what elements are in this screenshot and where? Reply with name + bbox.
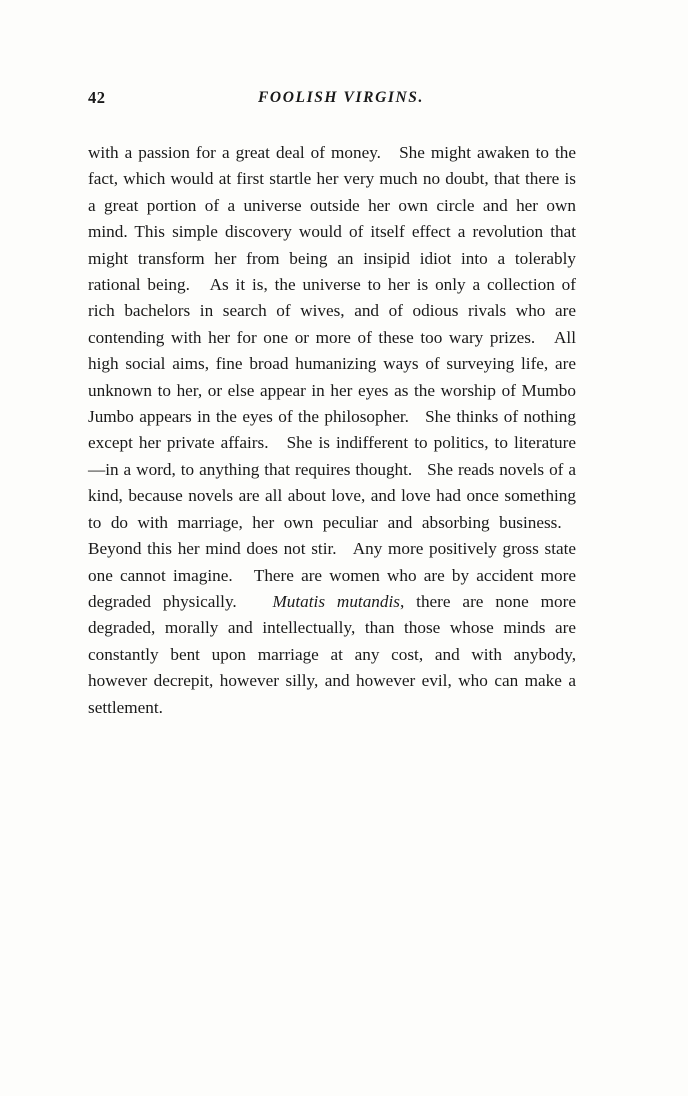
body-text xyxy=(88,140,576,721)
page-number: 42 xyxy=(88,88,106,107)
running-head-title: FOOLISH VIRGINS. xyxy=(257,89,424,106)
page-content-area xyxy=(88,88,576,721)
paragraph: with a passion for a great deal of money. She might awaken to the fact, which would at first startle her very much no doubt, that there is a great portion of a universe outside her own circle and her own mind. This simple discovery would of itself effect a revolution that might transform her from being an insipid idiot into a tolerably rational being. As it is, the universe to her is only a collection of rich bachelors in search of wives, and of odious rivals who are contending with her for one or more of these too wary prizes. All high social aims, fine broad humanizing ways of surveying life, are unknown to her, or else appear in her eyes as the worship of Mumbo Jumbo appears in the eyes of the philosopher. She thinks of nothing except her private affairs. She is indifferent to politics, to literature—in a word, to anything that requires thought. She reads novels of a kind, because novels are all about love, and love had once something to do with marriage, her own peculiar and absorbing business. Beyond this her mind does not stir. Any more positively gross state one cannot imagine. There are women who are by accident more degraded physically. Mutatis mutandis, there are none more degraded, morally and intellectually, than those whose minds are constantly bent upon marriage at any cost, and with anybody, however decrepit, however silly, and however evil, who can make a settlement. xyxy=(88,143,576,717)
running-head xyxy=(88,88,576,118)
